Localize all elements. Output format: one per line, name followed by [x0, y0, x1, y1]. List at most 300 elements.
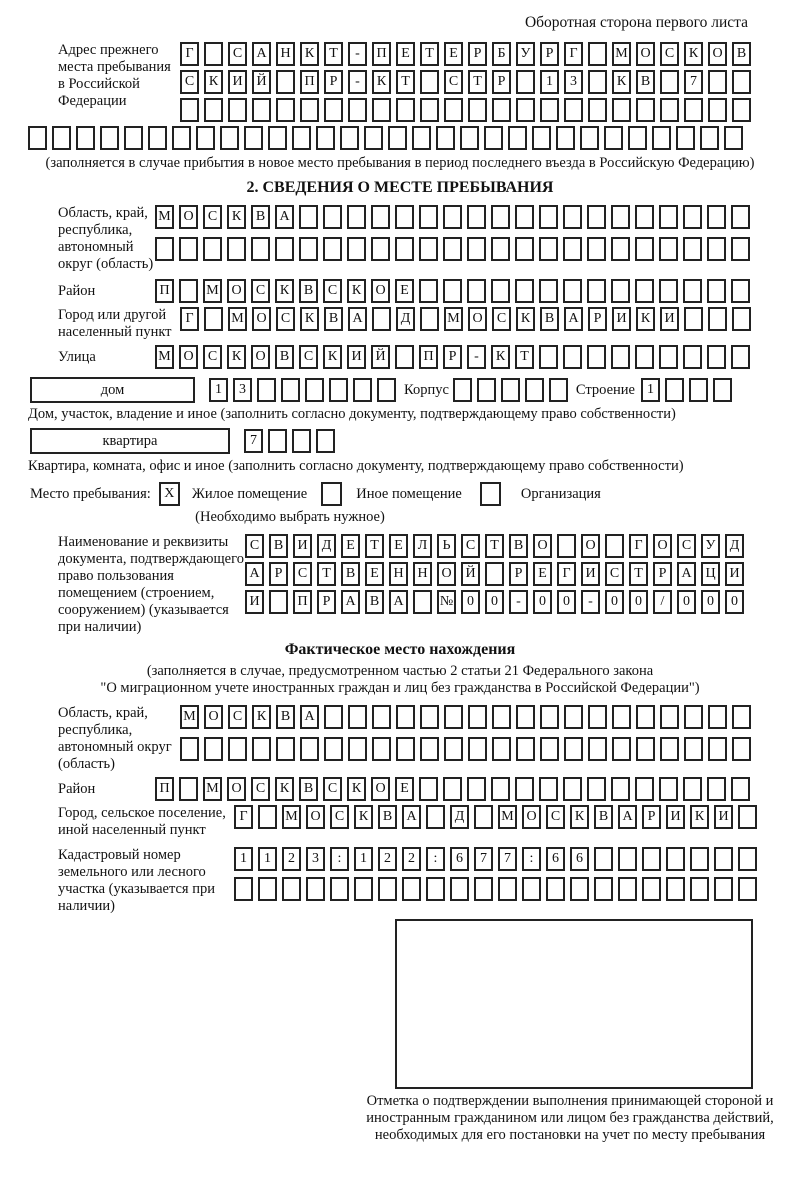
char-box[interactable] — [492, 705, 511, 729]
char-box[interactable]: 7 — [684, 70, 703, 94]
char-box[interactable]: А — [402, 805, 421, 829]
char-box[interactable] — [587, 279, 606, 303]
char-box[interactable]: Н — [389, 562, 408, 586]
char-box[interactable] — [707, 237, 726, 261]
char-box[interactable] — [635, 205, 654, 229]
char-box[interactable] — [436, 126, 455, 150]
char-box[interactable]: У — [516, 42, 535, 66]
char-box[interactable] — [252, 737, 271, 761]
char-box[interactable] — [683, 279, 702, 303]
char-box[interactable]: П — [155, 279, 174, 303]
char-box[interactable] — [179, 777, 198, 801]
char-box[interactable]: Й — [461, 562, 480, 586]
char-box[interactable]: Г — [180, 42, 199, 66]
char-box[interactable]: К — [275, 279, 294, 303]
char-box[interactable] — [732, 737, 751, 761]
char-box[interactable] — [258, 877, 277, 901]
char-box[interactable]: : — [426, 847, 445, 871]
char-box[interactable] — [450, 877, 469, 901]
char-box[interactable] — [276, 737, 295, 761]
char-box[interactable]: 0 — [677, 590, 696, 614]
char-box[interactable] — [413, 590, 432, 614]
char-box[interactable]: Т — [420, 42, 439, 66]
char-box[interactable] — [474, 805, 493, 829]
char-box[interactable] — [371, 205, 390, 229]
char-box[interactable] — [220, 126, 239, 150]
char-box[interactable] — [707, 777, 726, 801]
char-box[interactable]: С — [444, 70, 463, 94]
char-box[interactable]: А — [618, 805, 637, 829]
char-box[interactable]: С — [180, 70, 199, 94]
char-box[interactable]: 6 — [570, 847, 589, 871]
char-box[interactable]: О — [581, 534, 600, 558]
char-box[interactable]: № — [437, 590, 456, 614]
char-box[interactable] — [539, 345, 558, 369]
char-box[interactable] — [563, 777, 582, 801]
char-box[interactable]: Т — [515, 345, 534, 369]
char-box[interactable]: 2 — [378, 847, 397, 871]
char-box[interactable] — [611, 345, 630, 369]
char-box[interactable] — [732, 705, 751, 729]
char-box[interactable] — [204, 98, 223, 122]
char-box[interactable]: П — [300, 70, 319, 94]
char-box[interactable] — [714, 877, 733, 901]
char-box[interactable]: В — [276, 705, 295, 729]
char-box[interactable] — [540, 705, 559, 729]
char-box[interactable] — [179, 279, 198, 303]
char-box[interactable] — [732, 307, 751, 331]
char-box[interactable] — [467, 205, 486, 229]
char-box[interactable] — [564, 98, 583, 122]
char-box[interactable] — [100, 126, 119, 150]
char-box[interactable]: Р — [509, 562, 528, 586]
checkbox-organization[interactable] — [480, 482, 501, 506]
char-box[interactable] — [179, 237, 198, 261]
char-box[interactable] — [660, 70, 679, 94]
char-box[interactable] — [419, 237, 438, 261]
char-box[interactable] — [690, 847, 709, 871]
char-box[interactable] — [516, 737, 535, 761]
char-box[interactable] — [708, 737, 727, 761]
char-box[interactable]: О — [306, 805, 325, 829]
char-box[interactable] — [666, 847, 685, 871]
char-box[interactable] — [180, 98, 199, 122]
char-box[interactable] — [419, 279, 438, 303]
char-box[interactable] — [611, 777, 630, 801]
char-box[interactable]: Т — [485, 534, 504, 558]
char-box[interactable] — [204, 737, 223, 761]
char-box[interactable] — [611, 237, 630, 261]
char-box[interactable]: В — [341, 562, 360, 586]
char-box[interactable] — [348, 737, 367, 761]
char-box[interactable] — [659, 237, 678, 261]
char-box[interactable] — [378, 877, 397, 901]
char-box[interactable]: М — [498, 805, 517, 829]
char-box[interactable] — [426, 805, 445, 829]
char-box[interactable] — [611, 205, 630, 229]
char-box[interactable]: А — [245, 562, 264, 586]
char-box[interactable]: Е — [396, 42, 415, 66]
char-box[interactable]: С — [546, 805, 565, 829]
char-box[interactable] — [228, 737, 247, 761]
char-box[interactable] — [485, 562, 504, 586]
char-box[interactable]: В — [732, 42, 751, 66]
char-box[interactable] — [666, 877, 685, 901]
char-box[interactable]: 6 — [546, 847, 565, 871]
char-box[interactable]: 1 — [209, 378, 228, 402]
char-box[interactable] — [588, 70, 607, 94]
char-box[interactable]: Г — [557, 562, 576, 586]
char-box[interactable]: С — [660, 42, 679, 66]
char-box[interactable]: П — [372, 42, 391, 66]
char-box[interactable] — [605, 534, 624, 558]
char-box[interactable] — [731, 237, 750, 261]
char-box[interactable] — [491, 205, 510, 229]
char-box[interactable] — [444, 737, 463, 761]
char-box[interactable] — [563, 237, 582, 261]
char-box[interactable]: О — [252, 307, 271, 331]
char-box[interactable] — [635, 279, 654, 303]
char-box[interactable] — [148, 126, 167, 150]
char-box[interactable]: С — [677, 534, 696, 558]
char-box[interactable] — [420, 307, 439, 331]
char-box[interactable] — [683, 205, 702, 229]
char-box[interactable] — [372, 737, 391, 761]
char-box[interactable] — [371, 237, 390, 261]
char-box[interactable] — [276, 70, 295, 94]
char-box[interactable] — [348, 705, 367, 729]
char-box[interactable] — [426, 877, 445, 901]
char-box[interactable] — [292, 429, 311, 453]
char-box[interactable]: С — [461, 534, 480, 558]
char-box[interactable] — [594, 847, 613, 871]
char-box[interactable]: И — [714, 805, 733, 829]
char-box[interactable]: Р — [468, 42, 487, 66]
char-box[interactable]: 3 — [564, 70, 583, 94]
char-box[interactable]: В — [636, 70, 655, 94]
char-box[interactable] — [347, 237, 366, 261]
char-box[interactable] — [244, 126, 263, 150]
char-box[interactable]: Е — [341, 534, 360, 558]
char-box[interactable] — [258, 805, 277, 829]
char-box[interactable] — [636, 98, 655, 122]
char-box[interactable]: - — [581, 590, 600, 614]
checkbox-residential[interactable]: X — [159, 482, 180, 506]
char-box[interactable] — [683, 777, 702, 801]
char-box[interactable] — [738, 877, 757, 901]
char-box[interactable]: - — [348, 70, 367, 94]
char-box[interactable]: Д — [450, 805, 469, 829]
char-box[interactable] — [683, 237, 702, 261]
char-box[interactable] — [468, 705, 487, 729]
char-box[interactable] — [612, 737, 631, 761]
char-box[interactable] — [612, 98, 631, 122]
char-box[interactable]: О — [636, 42, 655, 66]
char-box[interactable] — [689, 378, 708, 402]
char-box[interactable]: 6 — [450, 847, 469, 871]
char-box[interactable]: С — [299, 345, 318, 369]
char-box[interactable]: Р — [642, 805, 661, 829]
char-box[interactable] — [353, 378, 372, 402]
char-box[interactable]: / — [653, 590, 672, 614]
char-box[interactable]: С — [276, 307, 295, 331]
char-box[interactable]: К — [227, 205, 246, 229]
char-box[interactable]: К — [354, 805, 373, 829]
char-box[interactable] — [453, 378, 472, 402]
char-box[interactable] — [635, 345, 654, 369]
char-box[interactable] — [628, 126, 647, 150]
char-box[interactable]: А — [300, 705, 319, 729]
char-box[interactable]: А — [564, 307, 583, 331]
char-box[interactable]: К — [690, 805, 709, 829]
char-box[interactable] — [412, 126, 431, 150]
char-box[interactable]: П — [155, 777, 174, 801]
char-box[interactable]: О — [251, 345, 270, 369]
char-box[interactable]: С — [492, 307, 511, 331]
char-box[interactable] — [420, 98, 439, 122]
char-box[interactable] — [372, 307, 391, 331]
char-box[interactable] — [268, 429, 287, 453]
char-box[interactable]: 7 — [244, 429, 263, 453]
char-box[interactable] — [676, 126, 695, 150]
char-box[interactable] — [659, 205, 678, 229]
char-box[interactable] — [660, 98, 679, 122]
char-box[interactable]: И — [725, 562, 744, 586]
char-box[interactable]: И — [612, 307, 631, 331]
char-box[interactable] — [468, 98, 487, 122]
char-box[interactable]: К — [323, 345, 342, 369]
char-box[interactable]: К — [491, 345, 510, 369]
char-box[interactable] — [684, 737, 703, 761]
char-box[interactable] — [642, 877, 661, 901]
char-box[interactable] — [492, 98, 511, 122]
char-box[interactable]: М — [612, 42, 631, 66]
char-box[interactable] — [731, 279, 750, 303]
char-box[interactable] — [652, 126, 671, 150]
char-box[interactable]: Г — [564, 42, 583, 66]
char-box[interactable] — [443, 237, 462, 261]
char-box[interactable] — [525, 378, 544, 402]
char-box[interactable]: Р — [269, 562, 288, 586]
char-box[interactable]: 2 — [402, 847, 421, 871]
char-box[interactable] — [707, 279, 726, 303]
char-box[interactable]: : — [522, 847, 541, 871]
char-box[interactable]: С — [245, 534, 264, 558]
char-box[interactable]: К — [516, 307, 535, 331]
char-box[interactable]: О — [227, 777, 246, 801]
char-box[interactable] — [299, 205, 318, 229]
char-box[interactable] — [516, 98, 535, 122]
char-box[interactable]: К — [275, 777, 294, 801]
char-box[interactable] — [282, 877, 301, 901]
char-box[interactable]: 3 — [306, 847, 325, 871]
char-box[interactable] — [155, 237, 174, 261]
char-box[interactable]: К — [612, 70, 631, 94]
char-box[interactable] — [196, 126, 215, 150]
char-box[interactable] — [539, 237, 558, 261]
char-box[interactable]: В — [509, 534, 528, 558]
char-box[interactable]: О — [522, 805, 541, 829]
char-box[interactable] — [636, 705, 655, 729]
char-box[interactable] — [611, 279, 630, 303]
char-box[interactable]: К — [204, 70, 223, 94]
char-box[interactable]: 1 — [641, 378, 660, 402]
char-box[interactable] — [563, 279, 582, 303]
char-box[interactable]: 0 — [629, 590, 648, 614]
char-box[interactable] — [516, 705, 535, 729]
char-box[interactable] — [420, 737, 439, 761]
char-box[interactable] — [396, 737, 415, 761]
char-box[interactable] — [300, 98, 319, 122]
char-box[interactable] — [268, 126, 287, 150]
char-box[interactable] — [738, 805, 757, 829]
char-box[interactable]: К — [636, 307, 655, 331]
char-box[interactable]: Й — [252, 70, 271, 94]
char-box[interactable] — [731, 205, 750, 229]
char-box[interactable] — [460, 126, 479, 150]
char-box[interactable]: Р — [324, 70, 343, 94]
char-box[interactable]: С — [293, 562, 312, 586]
char-box[interactable] — [587, 777, 606, 801]
char-box[interactable] — [300, 737, 319, 761]
char-box[interactable]: Р — [317, 590, 336, 614]
char-box[interactable]: Ц — [701, 562, 720, 586]
char-box[interactable] — [498, 877, 517, 901]
char-box[interactable] — [684, 307, 703, 331]
char-box[interactable]: А — [341, 590, 360, 614]
char-box[interactable]: О — [708, 42, 727, 66]
char-box[interactable]: И — [347, 345, 366, 369]
char-box[interactable]: Р — [588, 307, 607, 331]
char-box[interactable] — [467, 777, 486, 801]
char-box[interactable]: С — [203, 205, 222, 229]
char-box[interactable]: : — [330, 847, 349, 871]
char-box[interactable] — [684, 98, 703, 122]
char-box[interactable]: - — [509, 590, 528, 614]
char-box[interactable] — [540, 98, 559, 122]
char-box[interactable] — [204, 42, 223, 66]
char-box[interactable] — [292, 126, 311, 150]
char-box[interactable]: Е — [365, 562, 384, 586]
char-box[interactable] — [563, 205, 582, 229]
char-box[interactable] — [635, 777, 654, 801]
char-box[interactable] — [570, 877, 589, 901]
char-box[interactable] — [324, 705, 343, 729]
char-box[interactable] — [324, 737, 343, 761]
char-box[interactable]: 3 — [233, 378, 252, 402]
char-box[interactable] — [604, 126, 623, 150]
char-box[interactable] — [539, 279, 558, 303]
char-box[interactable]: Т — [317, 562, 336, 586]
char-box[interactable] — [172, 126, 191, 150]
char-box[interactable]: П — [293, 590, 312, 614]
char-box[interactable] — [515, 279, 534, 303]
char-box[interactable]: Д — [396, 307, 415, 331]
char-box[interactable] — [316, 429, 335, 453]
char-box[interactable] — [659, 279, 678, 303]
char-box[interactable]: А — [348, 307, 367, 331]
char-box[interactable] — [556, 126, 575, 150]
char-box[interactable]: С — [228, 705, 247, 729]
char-box[interactable] — [532, 126, 551, 150]
char-box[interactable]: 2 — [282, 847, 301, 871]
char-box[interactable]: В — [299, 777, 318, 801]
char-box[interactable]: И — [581, 562, 600, 586]
char-box[interactable]: П — [419, 345, 438, 369]
char-box[interactable] — [546, 877, 565, 901]
char-box[interactable]: К — [570, 805, 589, 829]
char-box[interactable]: 0 — [605, 590, 624, 614]
char-box[interactable]: К — [347, 279, 366, 303]
char-box[interactable]: С — [330, 805, 349, 829]
char-box[interactable] — [491, 279, 510, 303]
char-box[interactable]: М — [180, 705, 199, 729]
char-box[interactable] — [484, 126, 503, 150]
char-box[interactable]: К — [347, 777, 366, 801]
char-box[interactable] — [204, 307, 223, 331]
char-box[interactable] — [515, 777, 534, 801]
char-box[interactable] — [659, 345, 678, 369]
char-box[interactable] — [348, 98, 367, 122]
char-box[interactable] — [724, 126, 743, 150]
char-box[interactable]: Т — [365, 534, 384, 558]
char-box[interactable]: Т — [468, 70, 487, 94]
char-box[interactable]: К — [252, 705, 271, 729]
char-box[interactable]: К — [684, 42, 703, 66]
char-box[interactable]: Р — [653, 562, 672, 586]
char-box[interactable] — [468, 737, 487, 761]
char-box[interactable] — [419, 777, 438, 801]
char-box[interactable] — [707, 345, 726, 369]
char-box[interactable]: М — [444, 307, 463, 331]
char-box[interactable]: В — [299, 279, 318, 303]
char-box[interactable] — [580, 126, 599, 150]
char-box[interactable] — [636, 737, 655, 761]
char-box[interactable]: - — [467, 345, 486, 369]
char-box[interactable] — [347, 205, 366, 229]
char-box[interactable]: В — [365, 590, 384, 614]
char-box[interactable] — [708, 307, 727, 331]
char-box[interactable] — [477, 378, 496, 402]
char-box[interactable] — [227, 237, 246, 261]
char-box[interactable]: 0 — [557, 590, 576, 614]
char-box[interactable] — [594, 877, 613, 901]
char-box[interactable]: К — [300, 42, 319, 66]
char-box[interactable]: 7 — [498, 847, 517, 871]
char-box[interactable] — [251, 237, 270, 261]
char-box[interactable] — [491, 777, 510, 801]
char-box[interactable] — [444, 98, 463, 122]
char-box[interactable] — [557, 534, 576, 558]
char-box[interactable]: Л — [413, 534, 432, 558]
char-box[interactable]: И — [245, 590, 264, 614]
char-box[interactable]: Р — [492, 70, 511, 94]
char-box[interactable] — [124, 126, 143, 150]
char-box[interactable] — [564, 705, 583, 729]
char-box[interactable]: Н — [413, 562, 432, 586]
char-box[interactable]: - — [348, 42, 367, 66]
char-box[interactable]: Г — [629, 534, 648, 558]
char-box[interactable]: 0 — [485, 590, 504, 614]
char-box[interactable] — [660, 705, 679, 729]
char-box[interactable]: В — [594, 805, 613, 829]
char-box[interactable] — [275, 237, 294, 261]
char-box[interactable]: Е — [444, 42, 463, 66]
char-box[interactable] — [306, 877, 325, 901]
char-box[interactable]: О — [468, 307, 487, 331]
char-box[interactable] — [420, 70, 439, 94]
char-box[interactable] — [492, 737, 511, 761]
